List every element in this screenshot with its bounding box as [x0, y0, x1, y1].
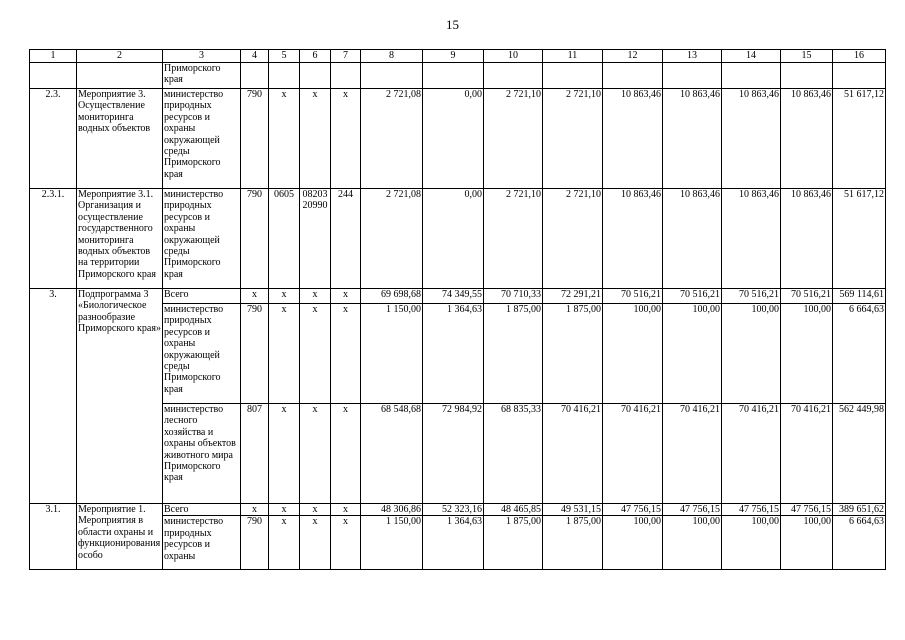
column-number: 1: [30, 50, 77, 63]
row-value: 1 875,00: [543, 304, 603, 404]
row-code-type: 244: [331, 189, 361, 289]
row-value: 68 835,33: [484, 404, 543, 504]
row-value: 48 306,86: [361, 504, 423, 516]
column-number: 13: [663, 50, 722, 63]
column-number: 6: [300, 50, 331, 63]
row-value: 72 984,92: [423, 404, 484, 504]
row-value: 70 416,21: [543, 404, 603, 504]
row-value: 6 664,63: [833, 304, 886, 404]
row-name: Подпрограмма 3 «Биологическое разнообразие Приморского края»: [77, 289, 163, 504]
row-number: 2.3.: [30, 89, 77, 189]
row-name: Мероприятие 3.1. Организация и осуществление государственного мониторинга водных объектов на территории Приморского края: [77, 189, 163, 289]
row-code-target: x: [300, 89, 331, 189]
row-value: 569 114,61: [833, 289, 886, 304]
row-executor: Всего: [163, 289, 241, 304]
row-code-target: x: [300, 404, 331, 504]
row-value: 51 617,12: [833, 89, 886, 189]
row-code-section: [269, 63, 300, 89]
row-code-type: x: [331, 289, 361, 304]
row-executor: министерство природных ресурсов и охраны окружающей среды Приморского края: [163, 189, 241, 289]
row-code-type: x: [331, 89, 361, 189]
column-number: 14: [722, 50, 781, 63]
column-number: 9: [423, 50, 484, 63]
row-value: 10 863,46: [722, 189, 781, 289]
row-code-grbs: 790: [241, 304, 269, 404]
column-number: 15: [781, 50, 833, 63]
row-name: [77, 63, 163, 89]
row-value: 100,00: [603, 516, 663, 570]
row-code-target: x: [300, 504, 331, 516]
row-code-target: x: [300, 304, 331, 404]
row-value: 2 721,10: [484, 189, 543, 289]
row-value: 6 664,63: [833, 516, 886, 570]
row-executor: министерство природных ресурсов и охраны окружающей среды Приморского края: [163, 304, 241, 404]
row-value: 1 875,00: [543, 516, 603, 570]
row-value: 1 875,00: [484, 304, 543, 404]
row-value: 10 863,46: [722, 89, 781, 189]
row-code-section: x: [269, 516, 300, 570]
row-value: 10 863,46: [781, 189, 833, 289]
row-number: 2.3.1.: [30, 189, 77, 289]
column-number: 10: [484, 50, 543, 63]
row-code-section: x: [269, 404, 300, 504]
row-value: 70 516,21: [722, 289, 781, 304]
row-value: 2 721,08: [361, 189, 423, 289]
row-value: 1 150,00: [361, 304, 423, 404]
row-value: 47 756,15: [722, 504, 781, 516]
row-number: 3.1.: [30, 504, 77, 570]
row-value: [722, 63, 781, 89]
row-value: 70 416,21: [603, 404, 663, 504]
row-value: 1 150,00: [361, 516, 423, 570]
row-value: 562 449,98: [833, 404, 886, 504]
row-executor: Приморского края: [163, 63, 241, 89]
row-code-grbs: [241, 63, 269, 89]
row-value: [781, 63, 833, 89]
row-number: [30, 63, 77, 89]
row-code-type: x: [331, 304, 361, 404]
row-value: 52 323,16: [423, 504, 484, 516]
row-value: 70 416,21: [722, 404, 781, 504]
row-value: [361, 63, 423, 89]
row-value: 10 863,46: [663, 89, 722, 189]
row-value: 70 710,33: [484, 289, 543, 304]
row-code-section: x: [269, 89, 300, 189]
row-number: 3.: [30, 289, 77, 504]
row-code-target: x: [300, 289, 331, 304]
row-value: 10 863,46: [603, 189, 663, 289]
row-value: 47 756,15: [663, 504, 722, 516]
row-code-type: x: [331, 404, 361, 504]
row-executor: министерство лесного хозяйства и охраны объектов животного мира Приморского края: [163, 404, 241, 504]
row-value: 10 863,46: [603, 89, 663, 189]
table-row: [30, 504, 886, 516]
row-value: [423, 63, 484, 89]
row-value: 100,00: [663, 516, 722, 570]
row-value: 70 516,21: [781, 289, 833, 304]
table-row: [30, 289, 886, 304]
row-value: 389 651,62: [833, 504, 886, 516]
row-value: 10 863,46: [781, 89, 833, 189]
column-number: 4: [241, 50, 269, 63]
row-value: 2 721,10: [543, 189, 603, 289]
column-number: 11: [543, 50, 603, 63]
table-row: [30, 89, 886, 189]
row-value: 70 516,21: [603, 289, 663, 304]
row-value: 100,00: [722, 304, 781, 404]
budget-table: [29, 49, 886, 570]
row-executor: министерство природных ресурсов и охраны: [163, 516, 241, 570]
row-code-grbs: 790: [241, 89, 269, 189]
row-code-grbs: 790: [241, 189, 269, 289]
row-value: 100,00: [781, 304, 833, 404]
row-value: 69 698,68: [361, 289, 423, 304]
table-row: [30, 189, 886, 289]
row-name: Мероприятие 3. Осуществление мониторинга водных объектов: [77, 89, 163, 189]
row-value: [484, 63, 543, 89]
row-code-grbs: x: [241, 289, 269, 304]
row-value: [543, 63, 603, 89]
row-value: 0,00: [423, 89, 484, 189]
row-executor: Всего: [163, 504, 241, 516]
page-number: 15: [446, 17, 459, 32]
row-code-grbs: 790: [241, 516, 269, 570]
row-code-type: x: [331, 504, 361, 516]
row-code-target: 08203 20990: [300, 189, 331, 289]
row-value: 2 721,10: [484, 89, 543, 189]
row-value: 100,00: [781, 516, 833, 570]
column-number-row: [30, 50, 886, 63]
column-number: 16: [833, 50, 886, 63]
row-value: 68 548,68: [361, 404, 423, 504]
row-value: 10 863,46: [663, 189, 722, 289]
row-value: 2 721,08: [361, 89, 423, 189]
row-value: [663, 63, 722, 89]
row-code-section: x: [269, 304, 300, 404]
row-value: 51 617,12: [833, 189, 886, 289]
row-value: [603, 63, 663, 89]
row-code-grbs: 807: [241, 404, 269, 504]
row-value: 47 756,15: [781, 504, 833, 516]
column-number: 7: [331, 50, 361, 63]
row-code-section: 0605: [269, 189, 300, 289]
column-number: 3: [163, 50, 241, 63]
column-number: 5: [269, 50, 300, 63]
column-number: 8: [361, 50, 423, 63]
row-value: 100,00: [722, 516, 781, 570]
column-number: 2: [77, 50, 163, 63]
row-value: 2 721,10: [543, 89, 603, 189]
row-value: 1 364,63: [423, 516, 484, 570]
row-value: 100,00: [663, 304, 722, 404]
row-value: 0,00: [423, 189, 484, 289]
row-code-target: [300, 63, 331, 89]
row-name: Мероприятие 1. Мероприятия в области охраны и функционирования особо: [77, 504, 163, 570]
row-code-section: x: [269, 504, 300, 516]
table-row: [30, 63, 886, 89]
row-value: 74 349,55: [423, 289, 484, 304]
row-value: 49 531,15: [543, 504, 603, 516]
row-code-target: x: [300, 516, 331, 570]
row-code-grbs: x: [241, 504, 269, 516]
row-value: 47 756,15: [603, 504, 663, 516]
row-value: 70 416,21: [663, 404, 722, 504]
row-value: 1 875,00: [484, 516, 543, 570]
row-value: 48 465,85: [484, 504, 543, 516]
column-number: 12: [603, 50, 663, 63]
row-code-section: x: [269, 289, 300, 304]
row-value: 72 291,21: [543, 289, 603, 304]
row-value: 70 516,21: [663, 289, 722, 304]
row-value: 100,00: [603, 304, 663, 404]
row-value: 1 364,63: [423, 304, 484, 404]
row-code-type: x: [331, 516, 361, 570]
row-value: [833, 63, 886, 89]
row-executor: министерство природных ресурсов и охраны окружающей среды Приморского края: [163, 89, 241, 189]
row-code-type: [331, 63, 361, 89]
row-value: 70 416,21: [781, 404, 833, 504]
